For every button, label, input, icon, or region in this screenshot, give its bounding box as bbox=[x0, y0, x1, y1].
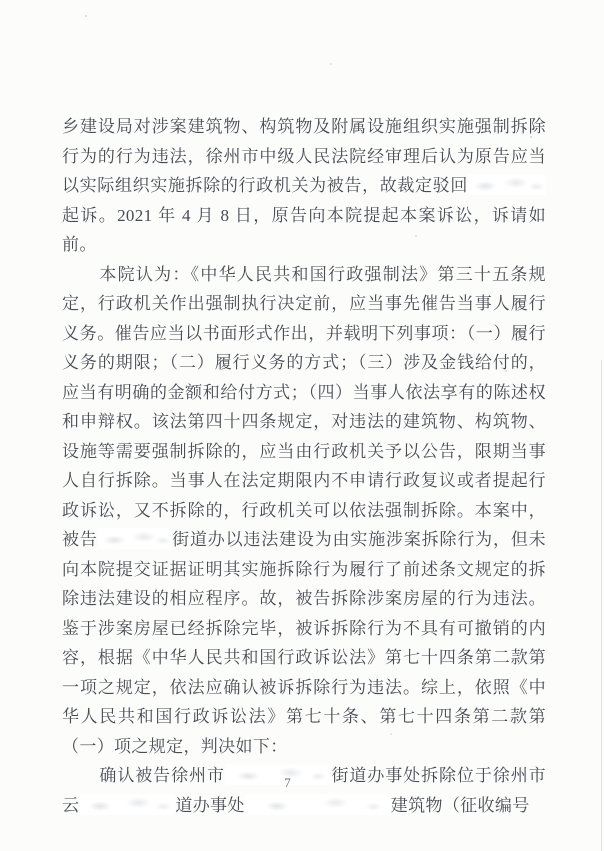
scan-edge-line bbox=[601, 360, 602, 851]
text-run: 起诉。2021 年 4 月 8 日，原告向本院提起本案诉讼，诉请如前。 bbox=[62, 205, 546, 254]
redaction-box bbox=[79, 794, 175, 815]
text-run: 街道办事处拆除位于徐州市云 bbox=[62, 766, 547, 815]
text-run: 街道办以违法建设为由实施涉案拆除行为，但未向本院提交证据证明其实施拆除行为履行了前述条文规定的拆除违法建设的相应程序。故，被告拆除涉案房屋的行为违法。鉴于涉案房屋已经拆除完毕，被诉拆除行为不具有可撤销的内容，根据《中华人民共和国行政诉讼法》第七十四条第二款第一项之规定，依法应确认被诉拆除行为违法。综上，依照《中华人民共和国行政诉讼法》第七十条、第七十四条第二款第（一）项之规定，判决如下： bbox=[62, 530, 546, 756]
text-run: 建筑物（征收编号 bbox=[390, 795, 530, 815]
judgment-body bbox=[62, 112, 546, 820]
redaction-box bbox=[245, 794, 391, 815]
page-number: 7 bbox=[284, 775, 292, 790]
text-run: 本院认为：《中华人民共和国行政强制法》第三十五条规定，行政机关作出强制执行决定前，应当事先催告当事人履行义务。催告应当以书面形式作出，并载明下列事项：（一）履行义务的期限；（二）履行义务的方式；（三）涉及金钱给付的，应当有明确的金额和给付方式；（四）当事人依法享有的陈述权和申辩权。该法第四十四条规定，对违法的建筑物、构筑物、设施等需要强制拆除的，应当由行政机关予以公告，限期当事人自行拆除。当事人在法定期限内不申请行政复议或者提起行政诉讼，又不拆除的，行政机关可以依法强制拆除。本案中，被告 bbox=[62, 264, 546, 549]
scan-noise-specks bbox=[85, 15, 87, 17]
text-run: 道办事处 bbox=[175, 795, 245, 815]
paragraph bbox=[62, 112, 546, 260]
paragraph bbox=[62, 260, 546, 762]
redaction-box bbox=[468, 174, 546, 195]
text-run: 确认被告徐州市 bbox=[99, 766, 225, 785]
redaction-box bbox=[98, 528, 172, 549]
text-run: 乡建设局对涉案建筑物、构筑物及附属设施组织实施强制拆除行为的行为违法，徐州市中级人民法院经审理后认为原告应当以实际组织实施拆除的行政机关为被告，故裁定驳回 bbox=[62, 117, 546, 195]
